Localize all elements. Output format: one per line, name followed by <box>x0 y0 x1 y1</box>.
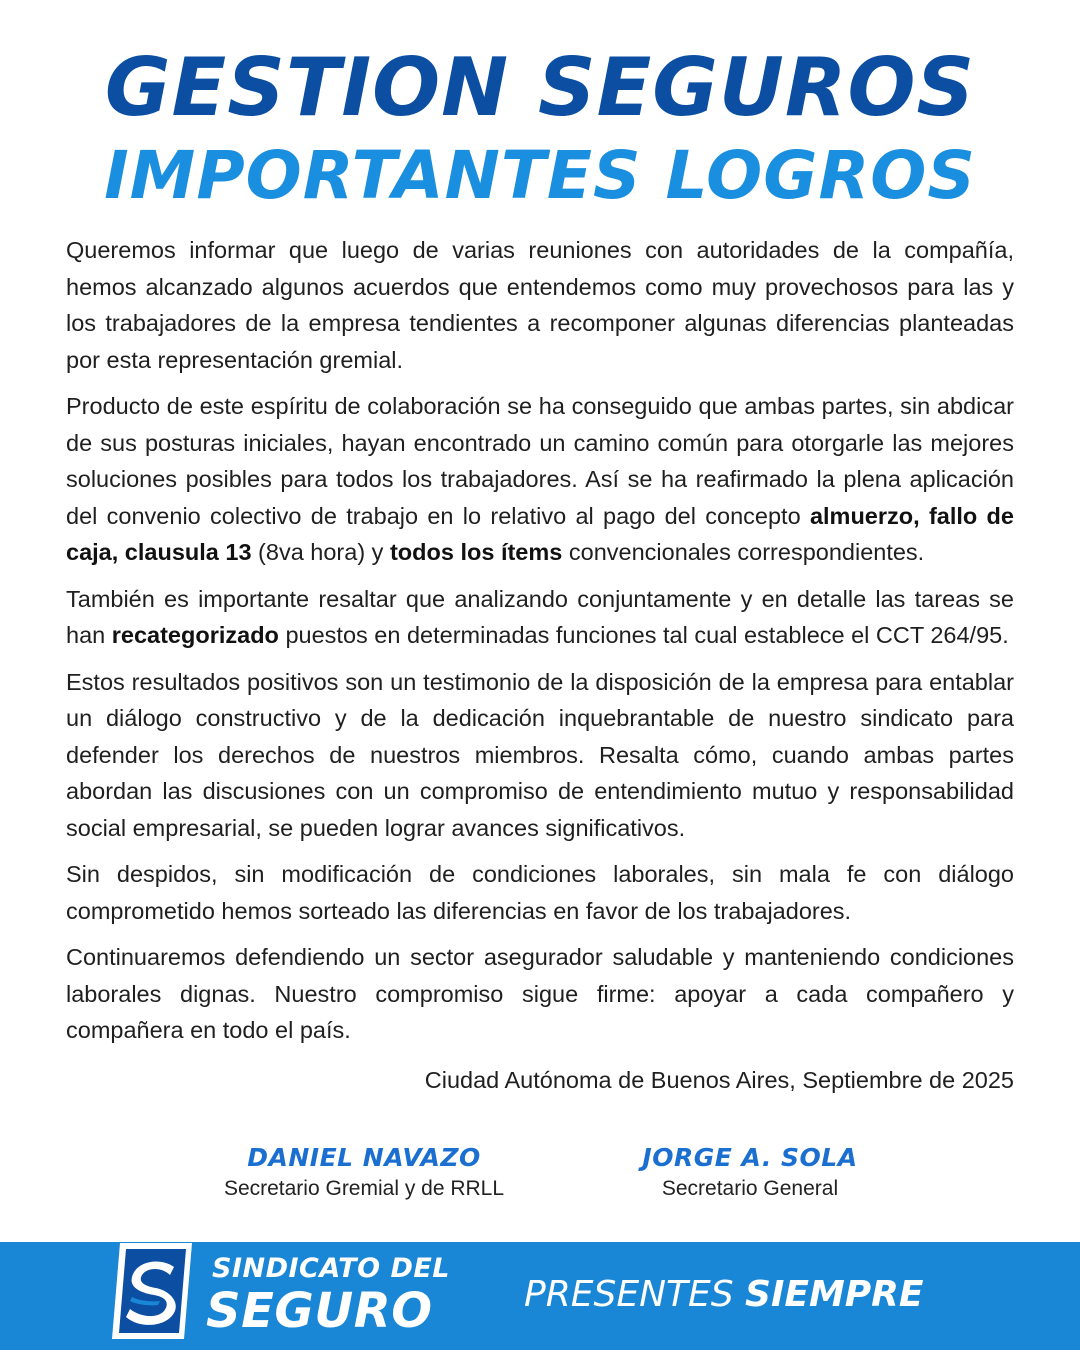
letter-body <box>66 232 1014 1059</box>
paragraph-2-text-a: Producto de este espíritu de colaboración se ha conseguido que ambas partes, sin abdicar de sus posturas iniciales, hayan encontrado un camino común para otorgarle las mejores soluciones posibles para todos los trabajadores. Así se ha reafirmado la plena aplicación del convenio colectivo de trabajo en lo relativo al pago del concepto <box>66 393 1014 529</box>
sindicato-logo-icon <box>108 1241 194 1341</box>
brand-line-1: SINDICATO DEL <box>212 1253 451 1284</box>
page-subtitle: IMPORTANTES LOGROS <box>104 137 976 214</box>
signer-role: Secretario General <box>661 1177 839 1200</box>
signer-name: DANIEL NAVAZO <box>247 1143 481 1172</box>
paragraph-6: Continuaremos defendiendo un sector asegurador saludable y manteniendo condiciones laborales dignas. Nuestro compromiso sigue firme: apoyar a cada compañero y compañera en todo el país. <box>66 944 1014 1043</box>
paragraph-2-text-c: convencionales correspondientes. <box>562 539 925 565</box>
paragraph-3-text-a: También es importante resaltar que analizando conjuntamente y en detalle las tareas se han <box>66 585 1014 648</box>
paragraph-2 <box>66 388 1014 571</box>
paragraph-2-bold-a: almuerzo, fallo de caja, clausula 13 <box>66 502 1014 565</box>
paragraph-5: Sin despidos, sin modificación de condiciones laborales, sin mala fe con diálogo comprometido hemos sorteado las diferencias en favor de los trabajadores. <box>66 861 1014 924</box>
signer-navazo <box>214 1142 514 1204</box>
slogan-regular: PRESENTES <box>524 1274 734 1315</box>
paragraph-3-text-b: puestos en determinadas funciones tal cual establece el CCT 264/95. <box>278 622 1009 648</box>
signer-name: JORGE A. SOLA <box>642 1143 858 1172</box>
paragraph-3-bold-a: recategorizado <box>111 622 279 648</box>
signer-sola <box>600 1142 900 1204</box>
date-line: Ciudad Autónoma de Buenos Aires, Septiembre de 2025 <box>424 1067 1014 1093</box>
paragraph-2-bold-b: todos los ítems <box>389 539 563 565</box>
signer-role: Secretario Gremial y de RRLL <box>223 1177 505 1200</box>
slogan-bold: SIEMPRE <box>745 1274 924 1315</box>
brand-line-2: SEGURO <box>206 1283 433 1339</box>
paragraph-2-text-b: (8va hora) y <box>251 539 390 565</box>
slogan <box>524 1270 923 1320</box>
page-title: GESTION SEGUROS <box>104 41 976 134</box>
paragraph-1: Queremos informar que luego de varias reuniones con autoridades de la compañía, hemos alcanzado algunos acuerdos que entendemos como muy provechosos para las y los trabajadores de la empresa tendientes a recomponer algunas diferencias planteadas por esta representación gremial. <box>66 237 1014 373</box>
paragraph-4: Estos resultados positivos son un testimonio de la disposición de la empresa para entablar un diálogo constructivo y de la dedicación inquebrantable de nuestro sindicato para defender los derechos de nuestros miembros. Resalta cómo, cuando ambas partes abordan las discusiones con un compromiso de entendimiento mutuo y responsabilidad social empresarial, se pueden lograr avances significativos. <box>66 668 1014 841</box>
paragraph-3 <box>66 581 1014 654</box>
